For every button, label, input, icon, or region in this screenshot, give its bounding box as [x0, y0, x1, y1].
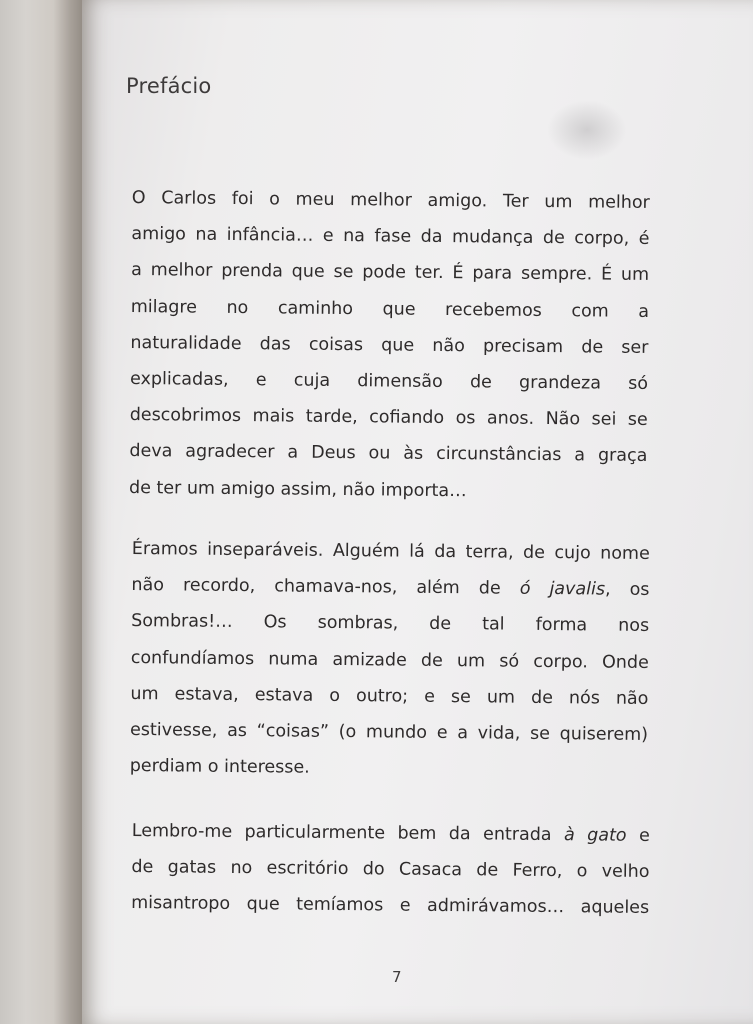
paragraph-1: [129, 180, 650, 511]
italic-phrase: à gato: [563, 825, 627, 846]
text-line: O Carlos foi o meu melhor amigo. Ter um melhor: [131, 187, 650, 213]
text-line: [132, 813, 650, 854]
text-line: [131, 567, 649, 608]
text-segment: e: [638, 825, 650, 846]
text-line: milagre no caminho que recebemos com a: [130, 296, 650, 322]
text-line: Sombras!… Os sombras, de tal forma nos: [131, 611, 650, 637]
text-line: de gatas no escritório do Casaca de Ferro, o velho: [131, 857, 650, 883]
text-line: amigo na infância… e na fase da mudança de corpo, é: [131, 224, 650, 250]
book-spine-edge: [0, 0, 86, 1024]
text-segment: Lembro-me particularmente bem da entrada: [131, 820, 552, 846]
text-line: Éramos inseparáveis. Alguém lá da terra, de cujo nome: [131, 538, 650, 564]
text-line: perdiam o interesse.: [129, 756, 310, 778]
paragraph-3: [131, 813, 650, 927]
italic-phrase: ó javalis: [519, 578, 606, 600]
text-line: confundíamos numa amizade de um só corpo. Onde: [130, 647, 649, 673]
text-line: misantropo que temíamos e admirávamos… aqueles: [131, 893, 650, 919]
page-number: 7: [392, 968, 402, 986]
text-segment: não recordo, chamava-nos, além de: [131, 575, 501, 599]
text-line: de ter um amigo assim, não importa…: [128, 477, 467, 501]
text-line: a melhor prenda que se pode ter. É para sempre. É um: [131, 260, 650, 286]
page-smudge: [547, 100, 627, 160]
paragraph-2: [130, 531, 650, 789]
text-line: descobrimos mais tarde, cofiando os anos. Não sei se: [129, 405, 648, 431]
text-line: naturalidade das coisas que não precisam de ser: [130, 332, 649, 358]
text-line: um estava, estava o outro; e se um de nós não: [130, 683, 649, 709]
text-line: estivesse, as “coisas” (o mundo e a vida, se quiserem): [129, 720, 649, 745]
chapter-heading: Prefácio: [126, 74, 212, 98]
text-segment: , os: [604, 579, 650, 601]
text-line: deva agradecer a Deus ou às circunstâncias a graça: [129, 441, 648, 467]
text-line: explicadas, e cuja dimensão de grandeza só: [129, 369, 649, 394]
